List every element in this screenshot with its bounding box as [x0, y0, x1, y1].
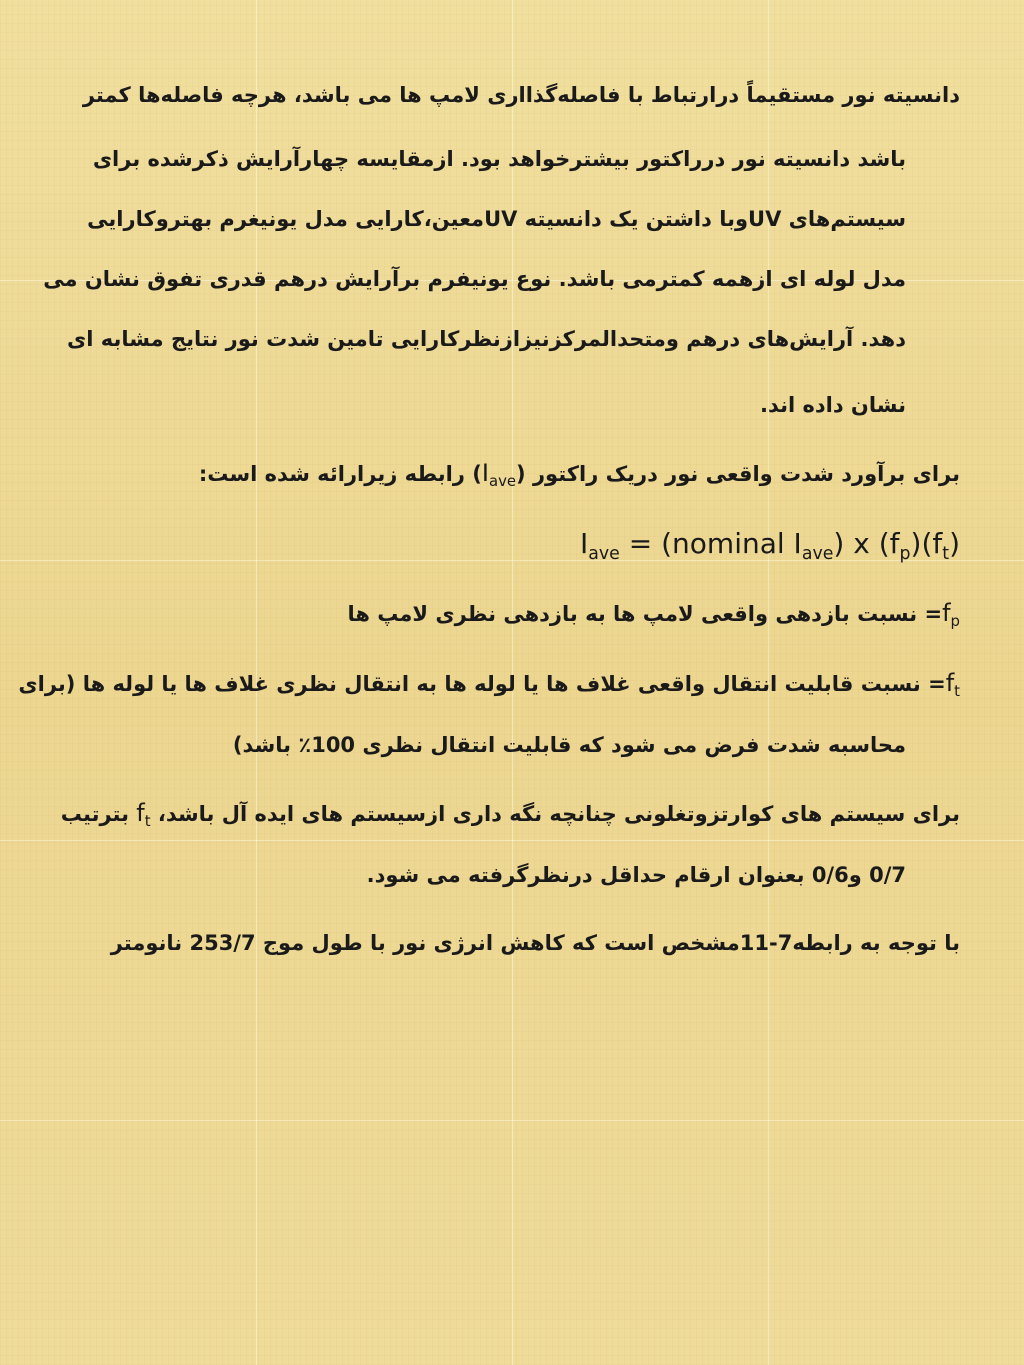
quartz-text-after: بترتیب: [60, 802, 137, 826]
ft-definition: [18, 668, 960, 706]
intro-text-before: برای برآورد شدت واقعی نور دریک راکتور (: [516, 462, 960, 486]
intro-text-after: ) رابطه زیرارائه شده است:: [198, 462, 482, 486]
formula-fp-sub: p: [899, 544, 911, 565]
quartz-variable-sub: t: [144, 812, 151, 831]
intro-variable-main: I: [481, 459, 489, 487]
formula-nominal: = (nominal I: [619, 527, 802, 560]
formula-lhs: I: [580, 527, 589, 560]
fp-variable-main: f: [942, 599, 951, 627]
ft-variable-main: f: [945, 669, 955, 697]
formula-factor-ft: )(f: [910, 527, 943, 560]
formula-nominal-sub: ave: [801, 544, 834, 565]
paragraph-1-line-4: مدل لوله ای ازهمه کمترمی باشد. نوع یونیفرم برآرایش درهم قدری تفوق نشان می: [43, 267, 906, 291]
fp-variable: [942, 599, 960, 631]
ft-definition-line-2: محاسبه شدت فرض می شود که قابلیت انتقال نظری 100٪ باشد): [232, 733, 906, 757]
paragraph-1-line-6: نشان داده اند.: [759, 393, 906, 417]
formula-close: ): [949, 527, 960, 560]
intro-line: [199, 458, 960, 496]
fp-definition: [347, 598, 960, 636]
quartz-variable: [136, 799, 151, 831]
intensity-formula: [580, 524, 960, 574]
paragraph-1-line-2: باشد دانسیته نور درراکتور بیشترخواهد بود. ازمقایسه چهارآرایش ذکرشده برای: [92, 147, 906, 171]
quartz-paragraph-line-1: [61, 798, 960, 836]
ft-variable-sub: t: [954, 682, 960, 701]
intro-variable: [481, 459, 517, 491]
formula-lhs-sub: ave: [588, 544, 620, 565]
paragraph-1-line-1: دانسیته نور مستقیماً درارتباط با فاصله‌گذااری لامپ ها می باشد، هرچه فاصله‌ها کمتر: [82, 83, 960, 107]
last-line: با توجه به رابطه7-11مشخص است که کاهش انرژی نور با طول موج 253/7 نانومتر: [110, 931, 960, 955]
quartz-variable-main: f: [136, 799, 145, 827]
quartz-text-before: برای سیستم های کوارتزوتغلونی چنانچه نگه داری ازسیستم های ایده آل باشد،: [150, 802, 960, 826]
paragraph-1-line-3: سیستم‌های UVوبا داشتن یک دانسیته UVمعین،کارایی مدل یونیغرم بهتروکارایی: [87, 207, 906, 231]
fp-variable-sub: p: [950, 612, 960, 631]
intro-variable-sub: ave: [488, 472, 517, 491]
formula-ft-sub: t: [942, 544, 950, 565]
paragraph-1-line-5: دهد. آرایش‌های درهم ومتحدالمرکزنیزازنظرکارایی تامین شدت نور نتایج مشابه ای: [67, 327, 906, 351]
ft-variable: [945, 669, 960, 701]
fp-definition-text: = نسبت بازدهی واقعی لامپ ها به بازدهی نظری لامپ ها: [347, 602, 943, 626]
formula-factor-fp: ) x (f: [833, 527, 900, 560]
ft-definition-text: = نسبت قابلیت انتقال واقعی غلاف ها یا لوله ها به انتقال نظری غلاف ها یا لوله ها (برای: [18, 672, 946, 696]
quartz-paragraph-line-2: 0/7 و0/6 بعنوان ارقام حداقل درنظرگرفته می شود.: [366, 863, 906, 887]
